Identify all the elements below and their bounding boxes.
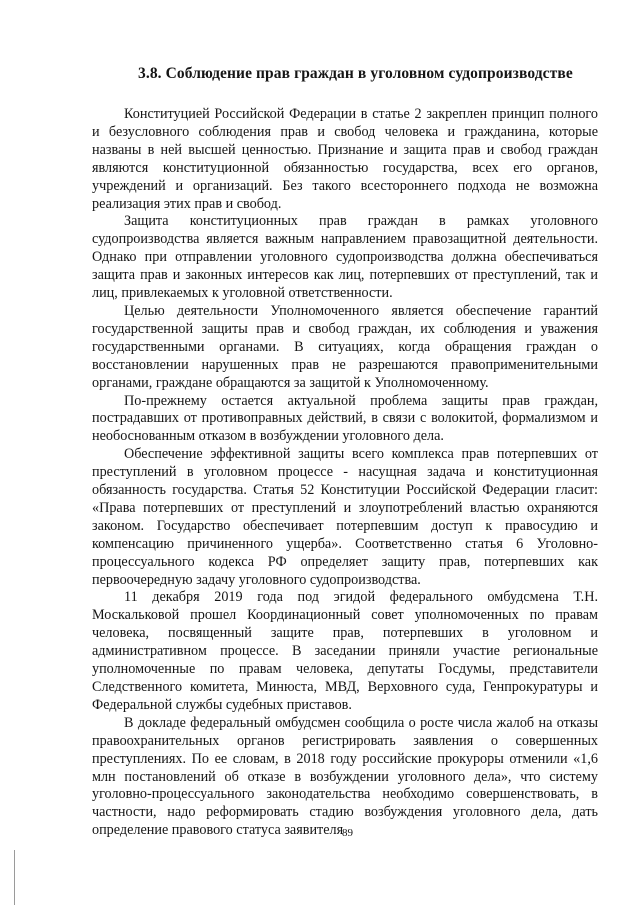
paragraph-ombudsman-report: В докладе федеральный омбудсмен сообщила о росте числа жалоб на отказы правоохранительных органов регистрировать заявления о совершенных преступлениях. По ее словам, в 2018 году российские прокуроры отменили «1,6 млн постановлений об отказе в возбуждении уголовного дела», что систему уголовно-процессуального законодательства необходимо совершенствовать, в частности, надо реформировать стадию возбуждения уголовного дела, дать определение правового статуса заявителя: [92, 714, 598, 839]
paragraph-victims-protection: Обеспечение эффективной защиты всего комплекса прав потерпевших от преступлений в уголовном процессе - насущная задача и конституционная обязанность государства. Статья 52 Конституции Российской Федерации гласит: «Права потерпевших от преступлений и злоупотреблений властью охраняются законом. Государство обеспечивает потерпевшим доступ к правосудию и компенсацию причиненного ущерба». Соответственно статья 6 Уголовно-процессуального кодекса РФ определяет защиту прав, потерпевших как первоочередную задачу уголовного судопроизводства.: [92, 446, 598, 588]
paragraph-actual-problem: По-прежнему остается актуальной проблема защиты прав граждан, пострадавших от противоправных действий, в связи с волокитой, формализмом и необоснованным отказом в возбуждении уголовного дела.: [92, 392, 598, 445]
paragraph-coordination-council: 11 декабря 2019 года под эгидой федерального омбудсмена Т.Н. Москальковой прошел Координационный совет уполномоченных по правам человека, посвященный защите прав, потерпевших в уголовном и административном процессе. В заседании приняли участие региональные уполномоченные по правам человека, депутаты Госдумы, представители Следственного комитета, Минюста, МВД, Верховного суда, Генпрокуратуры и Федеральной службы судебных приставов.: [92, 589, 598, 713]
paragraph-constitution-article-2: Конституцией Российской Федерации в статье 2 закреплен принцип полного и безусловного соблюдения прав и свобод человека и гражданина, которые названы в ней высшей ценностью. Признание и защита прав и свобод граждан являются конституционной обязанностью государства, всех его органов, учреждений и организаций. Без такого всестороннего подхода не возможна реализация этих прав и свобод.: [92, 106, 598, 212]
page-number: 89: [342, 827, 353, 839]
document-page: [92, 64, 598, 840]
paragraph-protection-of-rights: Защита конституционных прав граждан в рамках уголовного судопроизводства является важным направлением правозащитной деятельности. Однако при отправлении уголовного судопроизводства должна обеспечиваться защита прав и законных интересов как лиц, потерпевших от преступлений, так и лиц, привлекаемых к уголовной ответственности.: [92, 213, 598, 302]
scan-edge-line: [14, 850, 15, 905]
paragraph-ombudsman-goal: Целью деятельности Уполномоченного является обеспечение гарантий государственной защиты прав и свобод граждан, их соблюдения и уважения государственными органами. В ситуациях, когда обращения граждан о восстановлении нарушенных прав не разрешаются правоприменительными органами, граждане обращаются за защитой к Уполномоченному.: [92, 302, 598, 391]
section-heading: 3.8. Соблюдение прав граждан в уголовном судопроизводстве: [138, 65, 573, 82]
